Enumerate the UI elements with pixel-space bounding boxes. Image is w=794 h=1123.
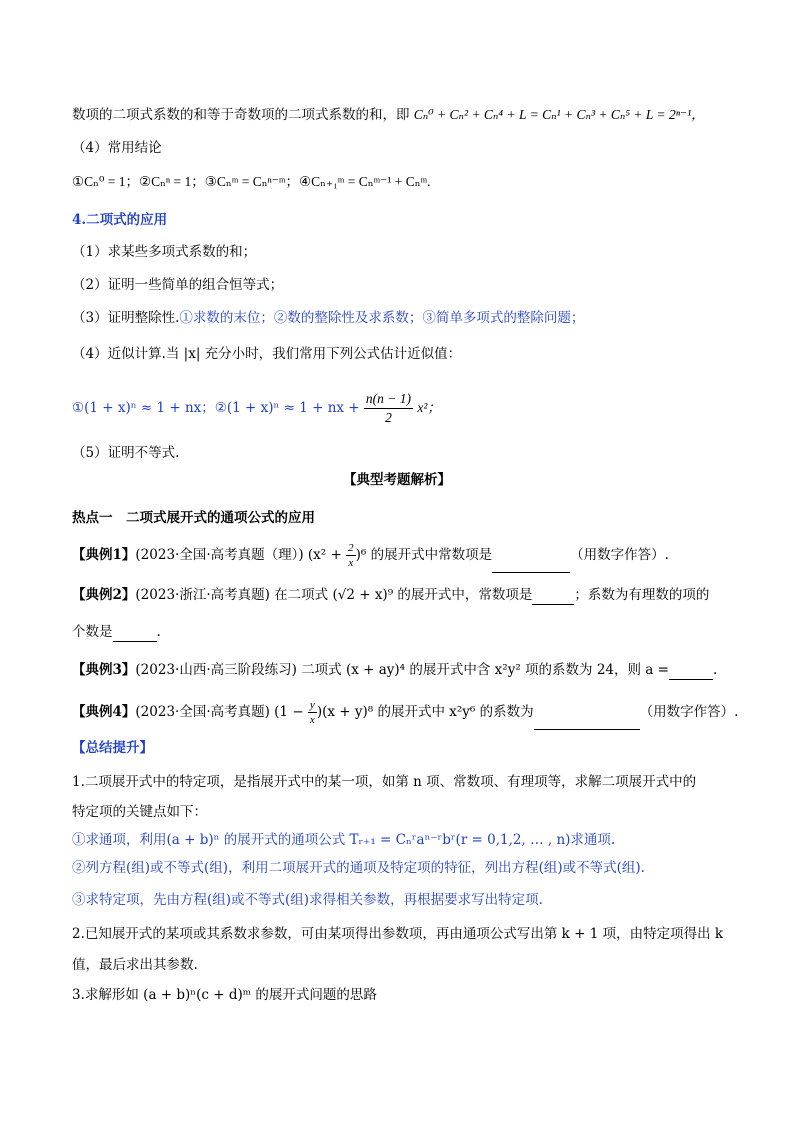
ex1-text: (2023·全国·高考真题（理）) (x² +: [135, 547, 347, 563]
typical-heading: 【典型考题解析】: [343, 472, 451, 488]
summary-step2: ②列方程(组)或不等式(组)，利用二项展开式的通项及特定项的特征，列出方程(组)或不等式(组).: [72, 860, 645, 876]
approx-tail: x²；: [417, 400, 441, 415]
ex1-tail: （用数字作答）.: [570, 547, 669, 563]
approx-fraction: [364, 390, 413, 427]
ex2-mid: ；系数为有理数的项的: [574, 587, 710, 603]
ex3-text: (2023·山西·高三阶段练习) 二项式 (x + ay)⁴ 的展开式中含 x²y² 项的系数为 24，则 a =: [135, 662, 669, 678]
ex2-text: (2023·浙江·高考真题) 在二项式 (√2 + x)⁹ 的展开式中，常数项是: [135, 587, 533, 603]
approx-left: ①(1 + x)ⁿ ≈ 1 + nx；②(1 + x)ⁿ ≈ 1 + nx +: [72, 400, 360, 416]
ex4-den: x: [309, 714, 315, 726]
approx-den: 2: [385, 410, 392, 425]
summary-p2-line2: 值，最后求出其参数.: [72, 957, 198, 973]
ex1-text2: )⁶ 的展开式中常数项是: [355, 547, 493, 563]
ex1-label: 【典例1】: [72, 547, 136, 563]
ex4-tail: （用数字作答）.: [639, 704, 739, 720]
intro-line: [72, 105, 754, 125]
ex4-fraction: [308, 698, 317, 727]
ex2-label: 【典例2】: [72, 587, 136, 603]
ex3-end: .: [712, 662, 718, 678]
example-1: [72, 537, 754, 573]
ex1-fraction: [346, 541, 356, 570]
item3-blue: ①求数的末位；②数的整除性及求系数；③简单多项式的整除问题；: [179, 310, 585, 326]
item3-prefix: （3）证明整除性.: [72, 310, 180, 326]
hotspot-title: 热点一 二项式展开式的通项公式的应用: [72, 510, 315, 526]
ex1-den: x: [348, 557, 354, 569]
summary-p1-line2: 特定项的关键点如下：: [72, 804, 207, 820]
ex3-blank[interactable]: [669, 679, 713, 680]
ex4-label: 【典例4】: [72, 704, 136, 720]
conclusions-items: ①Cₙ⁰ = 1；②Cₙⁿ = 1；③Cₙᵐ = Cₙⁿ⁻ᵐ；④Cₙ₊₁ᵐ = Cₙᵐ⁻¹ + Cₙᵐ.: [72, 174, 431, 189]
summary-heading: 【总结提升】: [72, 740, 153, 756]
ex2-blank-2[interactable]: [113, 641, 157, 642]
summary-p3: 3.求解形如 (a + b)ⁿ(c + d)ᵐ 的展开式问题的思路: [72, 987, 377, 1003]
ex4-blank[interactable]: [534, 729, 640, 730]
ex4-text: (2023·全国·高考真题) (1 −: [135, 704, 308, 720]
approx-num: n(n − 1): [364, 390, 413, 409]
intro-text: 数项的二项式系数的和等于奇数项的二项式系数的和，即: [72, 107, 410, 123]
example-2-line2: [72, 622, 754, 642]
ex2-line2: 个数是: [72, 624, 113, 640]
section4-item5: （5）证明不等式.: [72, 445, 180, 461]
section4-item3: [72, 308, 754, 328]
ex3-label: 【典例3】: [72, 662, 136, 678]
section4-item4: （4）近似计算.当 |x| 充分小时，我们常用下列公式估计近似值：: [72, 346, 462, 362]
section4-item1: （1）求某些多项式系数的和；: [72, 244, 257, 260]
ex2-blank-1[interactable]: [532, 604, 574, 605]
example-2: [72, 585, 754, 605]
ex4-num: y: [309, 699, 315, 711]
ex1-blank[interactable]: [492, 572, 570, 573]
summary-step3: ③求特定项，先由方程(组)或不等式(组)求得相关参数，再根据要求写出特定项.: [72, 892, 543, 908]
summary-step1: ①求通项，利用(a + b)ⁿ 的展开式的通项公式 Tᵣ₊₁ = Cₙʳaⁿ⁻ʳbʳ(r = 0,1,2, … , n)求通项.: [72, 832, 616, 848]
intro-formula: Cₙ⁰ + Cₙ² + Cₙ⁴ + L = Cₙ¹ + Cₙ³ + Cₙ⁵ + L = 2ⁿ⁻¹，: [413, 107, 705, 122]
approx-formula: [72, 388, 754, 428]
ex4-text2: )(x + y)⁸ 的展开式中 x²y⁶ 的系数为: [316, 704, 534, 720]
summary-p2-line1: 2.已知展开式的某项或其系数求参数，可由某项得出参数项，再由通项公式写出第 k + 1 项，由特定项得出 k: [72, 926, 724, 942]
section4-title: 4.二项式的应用: [72, 212, 168, 228]
section4-item2: （2）证明一些简单的组合恒等式；: [72, 277, 284, 293]
conclusions-heading: （4）常用结论: [72, 140, 162, 156]
summary-p1-line1: 1.二项展开式中的特定项，是指展开式中的某一项，如第 n 项、常数项、有理项等，求解二项展开式中的: [72, 774, 697, 790]
ex2-end: .: [156, 624, 161, 640]
ex1-num: 2: [348, 542, 354, 554]
example-4: [72, 694, 754, 730]
example-3: [72, 660, 754, 680]
